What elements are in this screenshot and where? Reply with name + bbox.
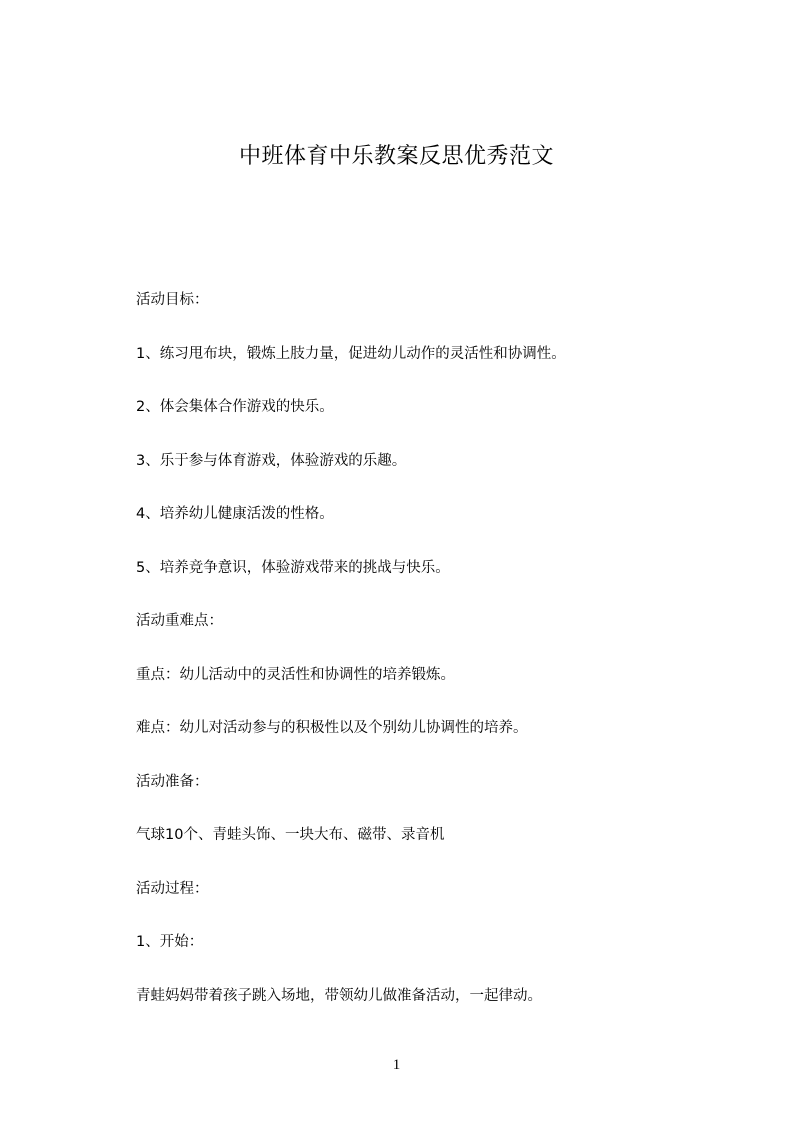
goal-item-2: 2、体会集体合作游戏的快乐。 bbox=[136, 399, 334, 415]
section-heading-goals: 活动目标： bbox=[136, 292, 209, 308]
goal-item-3: 3、乐于参与体育游戏，体验游戏的乐趣。 bbox=[136, 452, 407, 469]
key-point: 重点：幼儿活动中的灵活性和协调性的培养锻炼。 bbox=[136, 666, 455, 683]
section-heading-preparation: 活动准备： bbox=[136, 773, 209, 790]
section-heading-process: 活动过程： bbox=[136, 880, 209, 897]
goal-item-5: 5、培养竞争意识，体验游戏带来的挑战与快乐。 bbox=[136, 559, 450, 576]
section-heading-key-points: 活动重难点： bbox=[136, 613, 223, 629]
document-title: 中班体育中乐教案反思优秀范文 bbox=[238, 144, 554, 169]
document-body bbox=[136, 287, 736, 1036]
page-number: 1 bbox=[392, 1057, 401, 1073]
process-step-1-heading: 1、开始： bbox=[136, 934, 204, 950]
process-step-1-text: 青蛙妈妈带着孩子跳入场地，带领幼儿做准备活动，一起律动。 bbox=[136, 987, 542, 1004]
goal-item-1: 1、练习甩布块，锻炼上肢力量，促进幼儿动作的灵活性和协调性。 bbox=[136, 345, 566, 362]
goal-item-4: 4、培养幼儿健康活泼的性格。 bbox=[136, 506, 334, 522]
difficult-point: 难点：幼儿对活动参与的积极性以及个别幼儿协调性的培养。 bbox=[136, 720, 528, 736]
preparation-materials: 气球10个、青蛙头饰、一块大布、磁带、录音机 bbox=[136, 827, 445, 843]
